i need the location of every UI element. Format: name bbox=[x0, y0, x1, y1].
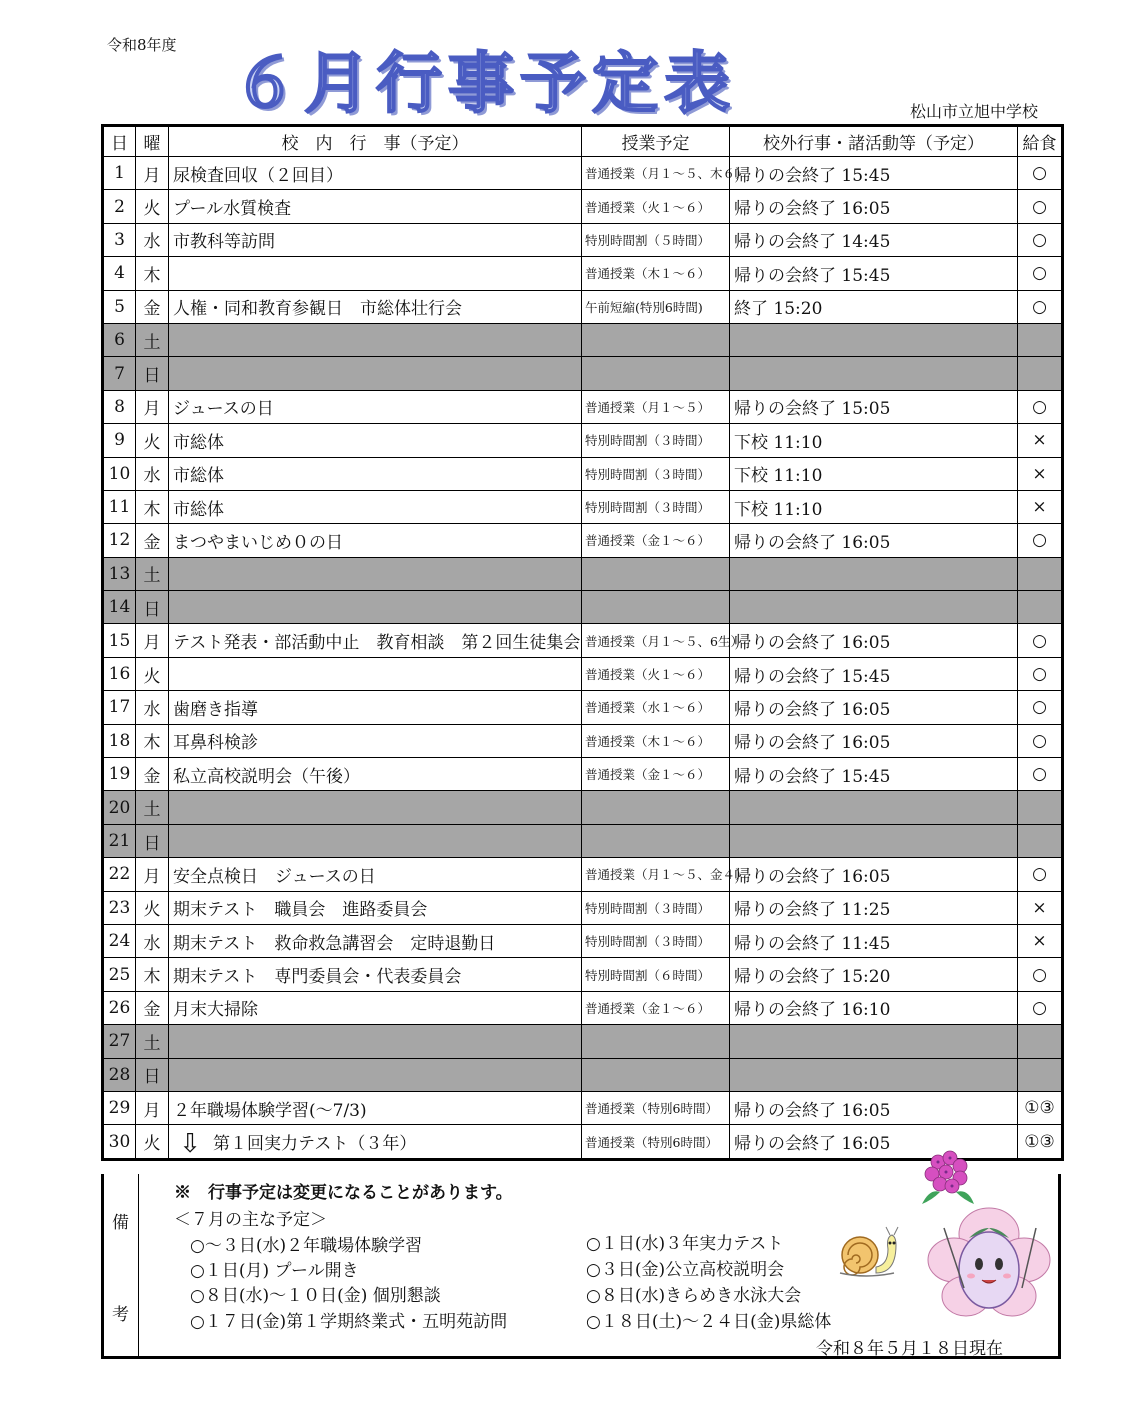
lesson-plan-cell: 特別時間割（３時間） bbox=[582, 424, 730, 457]
july-item: ○１日(月) プール開き bbox=[190, 1261, 359, 1281]
school-event-cell: 市教科等訪問 bbox=[169, 223, 582, 256]
lesson-plan-cell: 普通授業（木１～６） bbox=[582, 724, 730, 757]
activity-cell: 帰りの会終了 15:45 bbox=[730, 157, 1018, 190]
school-event-cell bbox=[169, 257, 582, 290]
continuation-arrow-icon: ⇩ bbox=[179, 1129, 201, 1160]
activity-cell bbox=[730, 323, 1018, 356]
table-row bbox=[103, 1025, 1063, 1058]
school-event-cell: まつやまいじめ０の日 bbox=[169, 524, 582, 557]
lesson-plan-cell: 特別時間割（５時間） bbox=[582, 223, 730, 256]
activity-cell: 帰りの会終了 16:10 bbox=[730, 991, 1018, 1024]
school-event-cell bbox=[169, 1025, 582, 1058]
activity-cell: 帰りの会終了 15:45 bbox=[730, 257, 1018, 290]
school-event-cell: テスト発表・部活動中止 教育相談 第２回生徒集会 bbox=[169, 624, 582, 657]
lunch-cell: × bbox=[1018, 891, 1063, 924]
day-cell: 18 bbox=[103, 724, 136, 757]
activity-cell: 帰りの会終了 15:45 bbox=[730, 657, 1018, 690]
school-event-cell: 期末テスト 職員会 進路委員会 bbox=[169, 891, 582, 924]
activity-cell: 帰りの会終了 16:05 bbox=[730, 691, 1018, 724]
lunch-cell bbox=[1018, 1058, 1063, 1091]
weekday-cell: 火 bbox=[136, 1125, 169, 1159]
activity-cell: 帰りの会終了 15:05 bbox=[730, 390, 1018, 423]
day-cell: 30 bbox=[103, 1125, 136, 1159]
table-row bbox=[103, 691, 1063, 724]
activity-cell: 下校 11:10 bbox=[730, 424, 1018, 457]
day-cell: 14 bbox=[103, 591, 136, 624]
weekday-cell: 日 bbox=[136, 357, 169, 390]
july-item: ○１８日(土)～２４日(金)県総体 bbox=[586, 1312, 832, 1332]
day-cell: 7 bbox=[103, 357, 136, 390]
day-cell: 5 bbox=[103, 290, 136, 323]
notes-label-top: 備 bbox=[112, 1213, 129, 1233]
lunch-cell: × bbox=[1018, 457, 1063, 490]
school-event-cell bbox=[169, 824, 582, 857]
school-event-cell bbox=[169, 657, 582, 690]
table-row bbox=[103, 991, 1063, 1024]
eggplant-mascot-illustration bbox=[924, 1198, 1054, 1320]
activity-cell bbox=[730, 1058, 1018, 1091]
table-row bbox=[103, 624, 1063, 657]
notes-label-bottom: 考 bbox=[112, 1305, 129, 1325]
school-event-text: 第１回実力テスト（３年） bbox=[213, 1133, 417, 1154]
lesson-plan-cell bbox=[582, 791, 730, 824]
lunch-cell bbox=[1018, 557, 1063, 590]
lesson-plan-cell: 特別時間割（３時間） bbox=[582, 891, 730, 924]
lunch-cell bbox=[1018, 791, 1063, 824]
day-cell: 10 bbox=[103, 457, 136, 490]
schedule-body bbox=[103, 157, 1063, 1160]
header-lunch: 給食 bbox=[1018, 126, 1063, 157]
activity-cell bbox=[730, 557, 1018, 590]
school-event-cell: ２年職場体験学習(～7/3) bbox=[169, 1091, 582, 1124]
day-cell: 3 bbox=[103, 223, 136, 256]
lesson-plan-cell bbox=[582, 1058, 730, 1091]
weekday-cell: 土 bbox=[136, 791, 169, 824]
table-row bbox=[103, 657, 1063, 690]
weekday-cell: 木 bbox=[136, 490, 169, 523]
weekday-cell: 水 bbox=[136, 223, 169, 256]
school-event-cell bbox=[169, 557, 582, 590]
table-row bbox=[103, 390, 1063, 423]
lunch-cell: ○ bbox=[1018, 991, 1063, 1024]
table-row bbox=[103, 824, 1063, 857]
day-cell: 27 bbox=[103, 1025, 136, 1058]
lesson-plan-cell: 普通授業（火１～６） bbox=[582, 657, 730, 690]
table-row bbox=[103, 223, 1063, 256]
lunch-cell: ○ bbox=[1018, 223, 1063, 256]
lunch-cell: × bbox=[1018, 424, 1063, 457]
weekday-cell: 木 bbox=[136, 724, 169, 757]
schedule-table bbox=[101, 124, 1064, 1161]
lunch-cell: ○ bbox=[1018, 657, 1063, 690]
weekday-cell: 日 bbox=[136, 1058, 169, 1091]
notes-label bbox=[104, 1174, 139, 1356]
lunch-cell: ○ bbox=[1018, 157, 1063, 190]
weekday-cell: 日 bbox=[136, 591, 169, 624]
school-event-cell: 月末大掃除 bbox=[169, 991, 582, 1024]
school-event-cell: 市総体 bbox=[169, 457, 582, 490]
weekday-cell: 金 bbox=[136, 991, 169, 1024]
school-event-cell: 期末テスト 専門委員会・代表委員会 bbox=[169, 958, 582, 991]
school-event-cell: 人権・同和教育参観日 市総体壮行会 bbox=[169, 290, 582, 323]
weekday-cell: 土 bbox=[136, 1025, 169, 1058]
activity-cell bbox=[730, 824, 1018, 857]
table-row bbox=[103, 758, 1063, 791]
as-of-date: 令和８年５月１８日現在 bbox=[816, 1339, 1003, 1359]
school-event-cell: 期末テスト 救命救急講習会 定時退勤日 bbox=[169, 924, 582, 957]
activity-cell bbox=[730, 1025, 1018, 1058]
lesson-plan-cell bbox=[582, 1025, 730, 1058]
day-cell: 16 bbox=[103, 657, 136, 690]
activity-cell: 下校 11:10 bbox=[730, 490, 1018, 523]
activity-cell: 帰りの会終了 16:05 bbox=[730, 858, 1018, 891]
header-lesson: 授業予定 bbox=[582, 126, 730, 157]
weekday-cell: 金 bbox=[136, 524, 169, 557]
school-event-cell: 尿検査回収（２回目） bbox=[169, 157, 582, 190]
table-row bbox=[103, 190, 1063, 223]
july-item: ○１日(水)３年実力テスト bbox=[586, 1234, 784, 1254]
weekday-cell: 月 bbox=[136, 157, 169, 190]
school-event-cell bbox=[169, 1058, 582, 1091]
activity-cell: 終了 15:20 bbox=[730, 290, 1018, 323]
activity-cell bbox=[730, 791, 1018, 824]
table-row bbox=[103, 424, 1063, 457]
weekday-cell: 火 bbox=[136, 891, 169, 924]
weekday-cell: 月 bbox=[136, 1091, 169, 1124]
lunch-cell: ○ bbox=[1018, 858, 1063, 891]
header-weekday: 曜 bbox=[136, 126, 169, 157]
day-cell: 1 bbox=[103, 157, 136, 190]
july-item: ○１７日(金)第１学期終業式・五明苑訪問 bbox=[190, 1312, 508, 1332]
day-cell: 20 bbox=[103, 791, 136, 824]
lesson-plan-cell: 普通授業（月１～５、木６） bbox=[582, 157, 730, 190]
day-cell: 12 bbox=[103, 524, 136, 557]
lesson-plan-cell: 普通授業（金１～６） bbox=[582, 758, 730, 791]
lesson-plan-cell: 普通授業（火１～６） bbox=[582, 190, 730, 223]
lesson-plan-cell: 普通授業（金１～６） bbox=[582, 991, 730, 1024]
day-cell: 9 bbox=[103, 424, 136, 457]
table-row bbox=[103, 858, 1063, 891]
weekday-cell: 水 bbox=[136, 457, 169, 490]
weekday-cell: 火 bbox=[136, 657, 169, 690]
lunch-cell bbox=[1018, 323, 1063, 356]
activity-cell: 帰りの会終了 14:45 bbox=[730, 223, 1018, 256]
table-row bbox=[103, 257, 1063, 290]
table-row bbox=[103, 891, 1063, 924]
day-cell: 24 bbox=[103, 924, 136, 957]
snail-illustration bbox=[836, 1225, 904, 1283]
lesson-plan-cell: 普通授業（月１～５） bbox=[582, 390, 730, 423]
day-cell: 17 bbox=[103, 691, 136, 724]
weekday-cell: 月 bbox=[136, 858, 169, 891]
table-header-row bbox=[103, 126, 1063, 157]
school-name: 松山市立旭中学校 bbox=[910, 102, 1039, 121]
lunch-cell: ①③ bbox=[1018, 1125, 1063, 1159]
day-cell: 28 bbox=[103, 1058, 136, 1091]
school-event-cell: 安全点検日 ジュースの日 bbox=[169, 858, 582, 891]
table-row bbox=[103, 958, 1063, 991]
lunch-cell: ○ bbox=[1018, 758, 1063, 791]
lesson-plan-cell: 午前短縮(特別6時間) bbox=[582, 290, 730, 323]
activity-cell: 帰りの会終了 15:45 bbox=[730, 758, 1018, 791]
school-event-cell bbox=[169, 357, 582, 390]
lunch-cell: ○ bbox=[1018, 190, 1063, 223]
lesson-plan-cell bbox=[582, 357, 730, 390]
school-event-cell: 私立高校説明会（午後） bbox=[169, 758, 582, 791]
weekday-cell: 木 bbox=[136, 257, 169, 290]
lunch-cell: ○ bbox=[1018, 958, 1063, 991]
activity-cell: 帰りの会終了 11:45 bbox=[730, 924, 1018, 957]
table-row bbox=[103, 724, 1063, 757]
weekday-cell: 水 bbox=[136, 924, 169, 957]
header-activity: 校外行事・諸活動等（予定） bbox=[730, 126, 1018, 157]
day-cell: 8 bbox=[103, 390, 136, 423]
lunch-cell bbox=[1018, 824, 1063, 857]
lesson-plan-cell: 普通授業（月１～５、金４） bbox=[582, 858, 730, 891]
table-row bbox=[103, 357, 1063, 390]
lunch-cell bbox=[1018, 1025, 1063, 1058]
header-day: 日 bbox=[103, 126, 136, 157]
july-item: ○～３日(水)２年職場体験学習 bbox=[190, 1236, 423, 1256]
lunch-cell: ○ bbox=[1018, 390, 1063, 423]
lesson-plan-cell: 普通授業（金１～６） bbox=[582, 524, 730, 557]
weekday-cell: 金 bbox=[136, 758, 169, 791]
day-cell: 25 bbox=[103, 958, 136, 991]
day-cell: 19 bbox=[103, 758, 136, 791]
lesson-plan-cell bbox=[582, 557, 730, 590]
lunch-cell: ○ bbox=[1018, 290, 1063, 323]
day-cell: 4 bbox=[103, 257, 136, 290]
weekday-cell: 月 bbox=[136, 624, 169, 657]
lesson-plan-cell: 特別時間割（６時間） bbox=[582, 958, 730, 991]
change-warning: ※ 行事予定は変更になることがあります。 bbox=[174, 1183, 513, 1203]
activity-cell bbox=[730, 591, 1018, 624]
activity-cell: 帰りの会終了 15:20 bbox=[730, 958, 1018, 991]
weekday-cell: 火 bbox=[136, 190, 169, 223]
table-row bbox=[103, 457, 1063, 490]
weekday-cell: 火 bbox=[136, 424, 169, 457]
lesson-plan-cell bbox=[582, 824, 730, 857]
weekday-cell: 月 bbox=[136, 390, 169, 423]
lesson-plan-cell: 特別時間割（３時間） bbox=[582, 924, 730, 957]
activity-cell bbox=[730, 357, 1018, 390]
table-row bbox=[103, 490, 1063, 523]
table-row bbox=[103, 591, 1063, 624]
weekday-cell: 土 bbox=[136, 557, 169, 590]
lesson-plan-cell bbox=[582, 591, 730, 624]
activity-cell: 帰りの会終了 16:05 bbox=[730, 190, 1018, 223]
weekday-cell: 木 bbox=[136, 958, 169, 991]
school-event-cell bbox=[169, 791, 582, 824]
lesson-plan-cell: 普通授業（水１～６） bbox=[582, 691, 730, 724]
activity-cell: 帰りの会終了 16:05 bbox=[730, 724, 1018, 757]
weekday-cell: 水 bbox=[136, 691, 169, 724]
lunch-cell: ○ bbox=[1018, 691, 1063, 724]
school-event-cell: 市総体 bbox=[169, 490, 582, 523]
day-cell: 6 bbox=[103, 323, 136, 356]
fiscal-year-label: 令和8年度 bbox=[107, 36, 177, 54]
lunch-cell bbox=[1018, 357, 1063, 390]
weekday-cell: 日 bbox=[136, 824, 169, 857]
table-row bbox=[103, 290, 1063, 323]
table-row bbox=[103, 1058, 1063, 1091]
day-cell: 29 bbox=[103, 1091, 136, 1124]
lesson-plan-cell: 普通授業（特別6時間） bbox=[582, 1125, 730, 1159]
school-event-cell: ジュースの日 bbox=[169, 390, 582, 423]
lunch-cell: ○ bbox=[1018, 724, 1063, 757]
activity-cell: 帰りの会終了 16:05 bbox=[730, 624, 1018, 657]
lesson-plan-cell: 普通授業（木１～６） bbox=[582, 257, 730, 290]
activity-cell: 帰りの会終了 11:25 bbox=[730, 891, 1018, 924]
school-event-cell bbox=[169, 1125, 582, 1159]
activity-cell: 帰りの会終了 16:05 bbox=[730, 1091, 1018, 1124]
lunch-cell: ○ bbox=[1018, 524, 1063, 557]
school-event-cell bbox=[169, 323, 582, 356]
july-heading: ＜７月の主な予定＞ bbox=[174, 1210, 327, 1230]
day-cell: 15 bbox=[103, 624, 136, 657]
header-school-event: 校 内 行 事（予定） bbox=[169, 126, 582, 157]
lesson-plan-cell: 特別時間割（３時間） bbox=[582, 490, 730, 523]
lesson-plan-cell bbox=[582, 323, 730, 356]
day-cell: 22 bbox=[103, 858, 136, 891]
activity-cell: 帰りの会終了 16:05 bbox=[730, 524, 1018, 557]
activity-cell: 下校 11:10 bbox=[730, 457, 1018, 490]
table-row bbox=[103, 157, 1063, 190]
day-cell: 26 bbox=[103, 991, 136, 1024]
school-event-cell: 市総体 bbox=[169, 424, 582, 457]
lunch-cell: × bbox=[1018, 490, 1063, 523]
july-item: ○８日(水)～１０日(金) 個別懇談 bbox=[190, 1286, 441, 1306]
lunch-cell bbox=[1018, 591, 1063, 624]
lesson-plan-cell: 普通授業（特別6時間） bbox=[582, 1091, 730, 1124]
lunch-cell: ○ bbox=[1018, 257, 1063, 290]
day-cell: 23 bbox=[103, 891, 136, 924]
school-event-cell: プール水質検査 bbox=[169, 190, 582, 223]
lesson-plan-cell: 普通授業（月１～５、6生） bbox=[582, 624, 730, 657]
activity-cell: 帰りの会終了 16:05 bbox=[730, 1125, 1018, 1159]
school-event-cell: 歯磨き指導 bbox=[169, 691, 582, 724]
page-title: ６月行事予定表 bbox=[232, 45, 736, 122]
school-event-cell bbox=[169, 591, 582, 624]
table-row bbox=[103, 924, 1063, 957]
table-row bbox=[103, 524, 1063, 557]
day-cell: 11 bbox=[103, 490, 136, 523]
table-row bbox=[103, 1091, 1063, 1124]
day-cell: 21 bbox=[103, 824, 136, 857]
july-item: ○３日(金)公立高校説明会 bbox=[586, 1260, 785, 1280]
table-row bbox=[103, 323, 1063, 356]
lunch-cell: ①③ bbox=[1018, 1091, 1063, 1124]
table-row bbox=[103, 557, 1063, 590]
school-event-cell: 耳鼻科検診 bbox=[169, 724, 582, 757]
day-cell: 13 bbox=[103, 557, 136, 590]
table-row bbox=[103, 791, 1063, 824]
lunch-cell: × bbox=[1018, 924, 1063, 957]
weekday-cell: 金 bbox=[136, 290, 169, 323]
weekday-cell: 土 bbox=[136, 323, 169, 356]
day-cell: 2 bbox=[103, 190, 136, 223]
lesson-plan-cell: 特別時間割（３時間） bbox=[582, 457, 730, 490]
july-item: ○８日(水)きらめき水泳大会 bbox=[586, 1286, 802, 1306]
lunch-cell: ○ bbox=[1018, 624, 1063, 657]
